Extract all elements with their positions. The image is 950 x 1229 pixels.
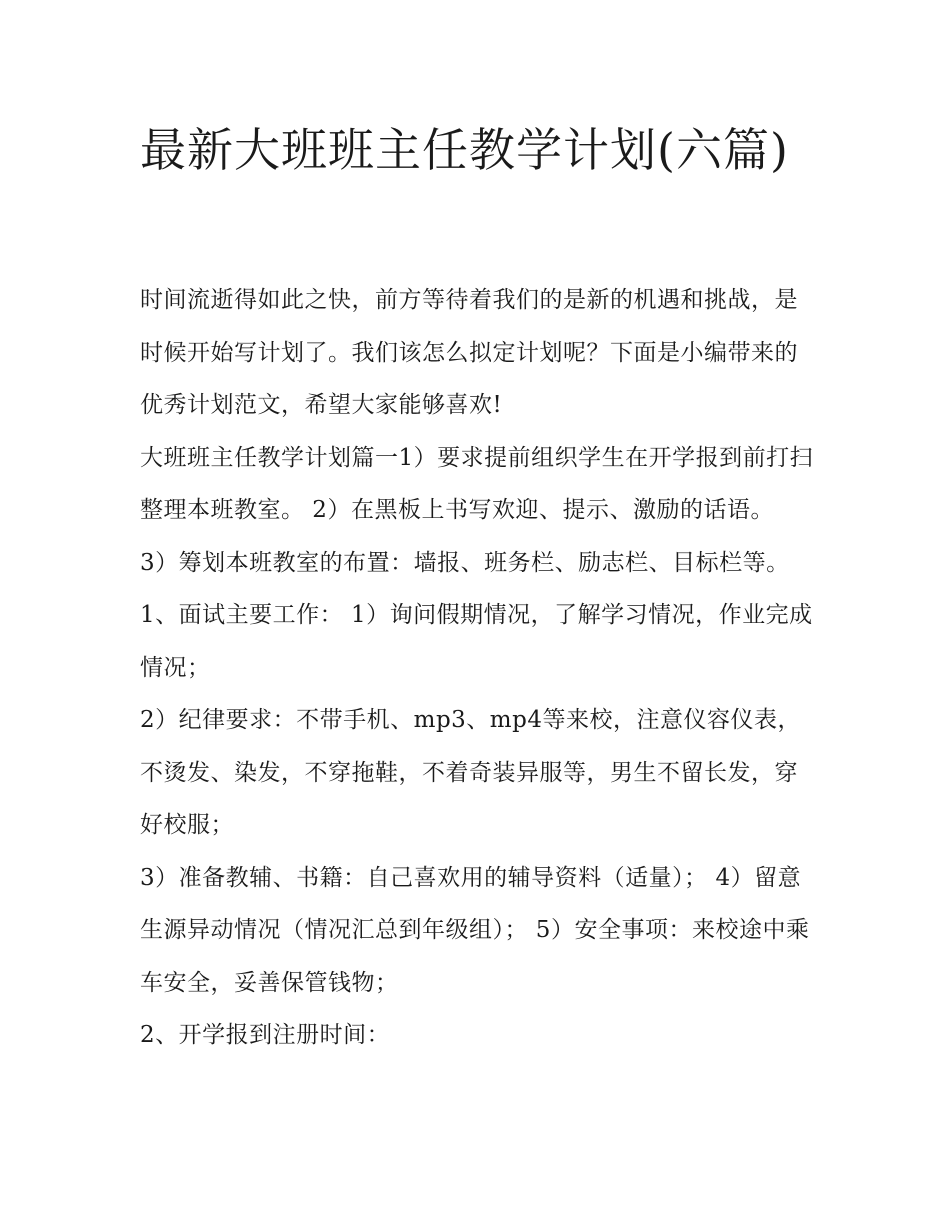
paragraph-discipline: 2）纪律要求：不带手机、mp3、mp4等来校，注意仪容仪表，不烫发、染发，不穿拖鞋，不着奇装异服等，男生不留长发，穿好校服； xyxy=(140,707,801,838)
paragraph-materials-safety: 3）准备教辅、书籍：自己喜欢用的辅导资料（适量）； 4）留意生源异动情况（情况汇总到年级组）； 5）安全事项：来校途中乘车安全，妥善保管钱物； xyxy=(140,864,810,996)
paragraph-plan-one: 大班班主任教学计划篇一1）要求提前组织学生在开学报到前打扫整理本班教室。 2）在黑板上书写欢迎、提示、激励的话语。 xyxy=(140,444,814,523)
paragraph-registration: 2、开学报到注册时间： xyxy=(140,1022,391,1048)
paragraph-intro: 时间流逝得如此之快，前方等待着我们的是新的机遇和挑战，是时候开始写计划了。我们该怎么拟定计划呢？下面是小编带来的优秀计划范文，希望大家能够喜欢! xyxy=(140,287,798,418)
document-body xyxy=(140,274,820,1062)
paragraph-classroom-layout: 3）筹划本班教室的布置：墙报、班务栏、励志栏、目标栏等。 1、面试主要工作： 1）询问假期情况，了解学习情况，作业完成情况； xyxy=(140,549,813,681)
document-title: 最新大班班主任教学计划(六篇) xyxy=(140,123,789,177)
